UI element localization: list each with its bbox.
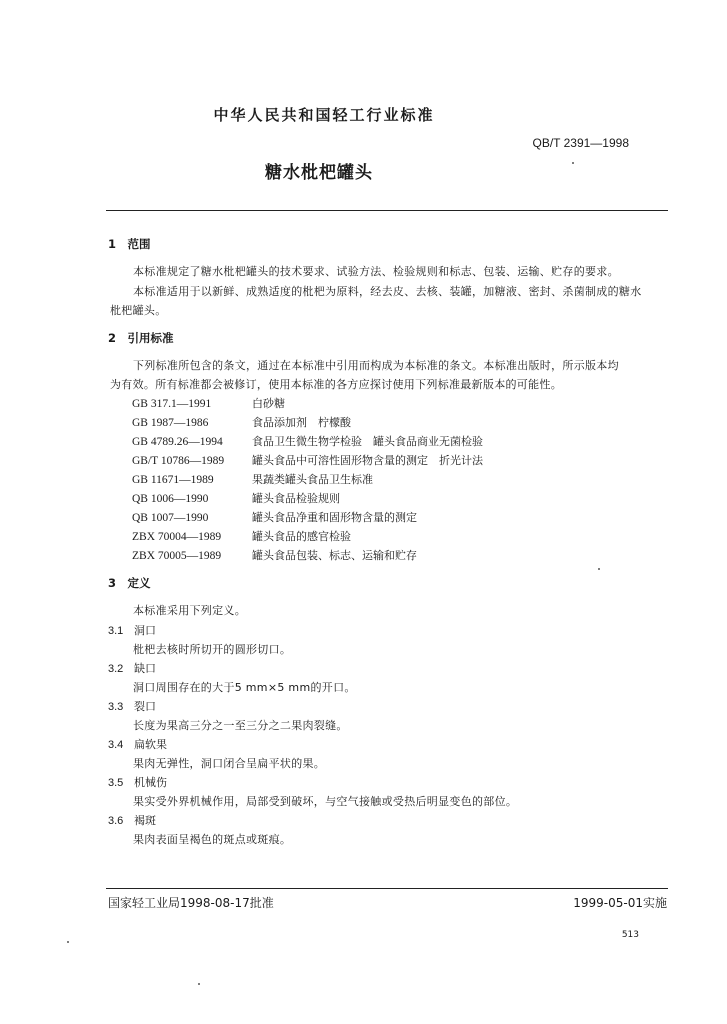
reference-title: 果蔬类罐头食品卫生标准 bbox=[252, 473, 373, 486]
section-3-intro: 本标准采用下列定义。 bbox=[133, 604, 246, 617]
reference-item bbox=[132, 395, 285, 411]
reference-code: GB 4789.26—1994 bbox=[132, 436, 223, 448]
definition-heading bbox=[108, 698, 156, 714]
reference-item bbox=[132, 433, 483, 449]
definition-heading bbox=[108, 812, 156, 828]
definition-text: 果肉表面呈褐色的斑点或斑痕。 bbox=[133, 833, 292, 846]
definition-term: 褐斑 bbox=[134, 814, 156, 827]
definition-number: 3.3 bbox=[108, 701, 124, 713]
definition-text: 洞口周围存在的大于5 mm×5 mm的开口。 bbox=[133, 681, 356, 694]
reference-title: 罐头食品净重和固形物含量的测定 bbox=[252, 511, 417, 524]
definition-text: 长度为果高三分之一至三分之二果肉裂缝。 bbox=[133, 719, 348, 732]
definition-number: 3.2 bbox=[108, 663, 124, 675]
reference-code: GB/T 10786—1989 bbox=[132, 455, 225, 467]
reference-code: QB 1006—1990 bbox=[132, 493, 209, 505]
section-2-heading: 2 引用标准 bbox=[108, 331, 174, 345]
page-number: 513 bbox=[621, 930, 639, 940]
definition-term: 扁软果 bbox=[134, 738, 167, 751]
definition-text: 果实受外界机械作用，局部受到破坏，与空气接触或受热后明显变色的部位。 bbox=[133, 795, 518, 808]
implementation-date: 1999-05-01实施 bbox=[573, 896, 667, 910]
reference-item bbox=[132, 547, 417, 563]
definition-number: 3.5 bbox=[108, 777, 124, 789]
header-divider bbox=[106, 210, 668, 211]
document-title: 糖水枇杷罐头 bbox=[265, 163, 373, 183]
reference-title: 罐头食品中可溶性固形物含量的测定 折光计法 bbox=[252, 454, 483, 467]
scan-speck bbox=[198, 983, 200, 985]
reference-item bbox=[132, 490, 340, 506]
definition-term: 缺口 bbox=[134, 662, 156, 675]
reference-code: GB 317.1—1991 bbox=[132, 398, 212, 410]
section-2-paragraph-line-1: 下列标准所包含的条文，通过在本标准中引用而构成为本标准的条文。本标准出版时，所示版本均 bbox=[133, 359, 619, 372]
definition-number: 3.6 bbox=[108, 815, 124, 827]
definition-term: 裂口 bbox=[134, 700, 156, 713]
definition-term: 洞口 bbox=[134, 624, 156, 637]
section-1-paragraph-2-line-2: 枇杷罐头。 bbox=[110, 304, 167, 317]
approval-date: 国家轻工业局1998-08-17批准 bbox=[108, 896, 274, 910]
reference-code: GB 1987—1986 bbox=[132, 417, 209, 429]
reference-item bbox=[132, 452, 483, 468]
reference-code: QB 1007—1990 bbox=[132, 512, 209, 524]
reference-title: 罐头食品的感官检验 bbox=[252, 530, 351, 543]
section-1-paragraph-1: 本标准规定了糖水枇杷罐头的技术要求、试验方法、检验规则和标志、包装、运输、贮存的要求。 bbox=[133, 265, 619, 278]
definition-number: 3.1 bbox=[108, 625, 124, 637]
definition-heading bbox=[108, 660, 156, 676]
reference-title: 罐头食品包装、标志、运输和贮存 bbox=[252, 549, 417, 562]
issuing-authority-title: 中华人民共和国轻工行业标准 bbox=[213, 106, 435, 124]
definition-term: 机械伤 bbox=[134, 776, 167, 789]
reference-title: 食品卫生微生物学检验 罐头食品商业无菌检验 bbox=[252, 435, 483, 448]
reference-code: ZBX 70004—1989 bbox=[132, 531, 222, 543]
reference-item bbox=[132, 471, 373, 487]
standard-code: QB/T 2391—1998 bbox=[532, 136, 629, 150]
definition-number: 3.4 bbox=[108, 739, 124, 751]
reference-item bbox=[132, 528, 351, 544]
section-3-heading: 3 定义 bbox=[108, 576, 151, 590]
reference-title: 白砂糖 bbox=[252, 397, 285, 410]
reference-title: 罐头食品检验规则 bbox=[252, 492, 340, 505]
reference-code: GB 11671—1989 bbox=[132, 474, 214, 486]
reference-item bbox=[132, 509, 417, 525]
footer-divider bbox=[106, 888, 668, 889]
definition-heading bbox=[108, 622, 156, 638]
definition-heading bbox=[108, 736, 167, 752]
reference-title: 食品添加剂 柠檬酸 bbox=[252, 416, 351, 429]
definition-text: 果肉无弹性，洞口闭合呈扁平状的果。 bbox=[133, 757, 326, 770]
section-1-heading: 1 范围 bbox=[108, 237, 151, 251]
scan-speck bbox=[572, 162, 574, 164]
scan-speck bbox=[67, 941, 69, 943]
definition-text: 枇杷去核时所切开的圆形切口。 bbox=[133, 643, 292, 656]
section-1-paragraph-2-line-1: 本标准适用于以新鲜、成熟适度的枇杷为原料，经去皮、去核、装罐，加糖液、密封、杀菌制成的糖水 bbox=[133, 285, 642, 298]
reference-code: ZBX 70005—1989 bbox=[132, 550, 222, 562]
reference-item bbox=[132, 414, 351, 430]
section-2-paragraph-line-2: 为有效。所有标准都会被修订，使用本标准的各方应探讨使用下列标准最新版本的可能性。 bbox=[110, 378, 562, 391]
scan-speck bbox=[598, 568, 600, 570]
definition-heading bbox=[108, 774, 167, 790]
